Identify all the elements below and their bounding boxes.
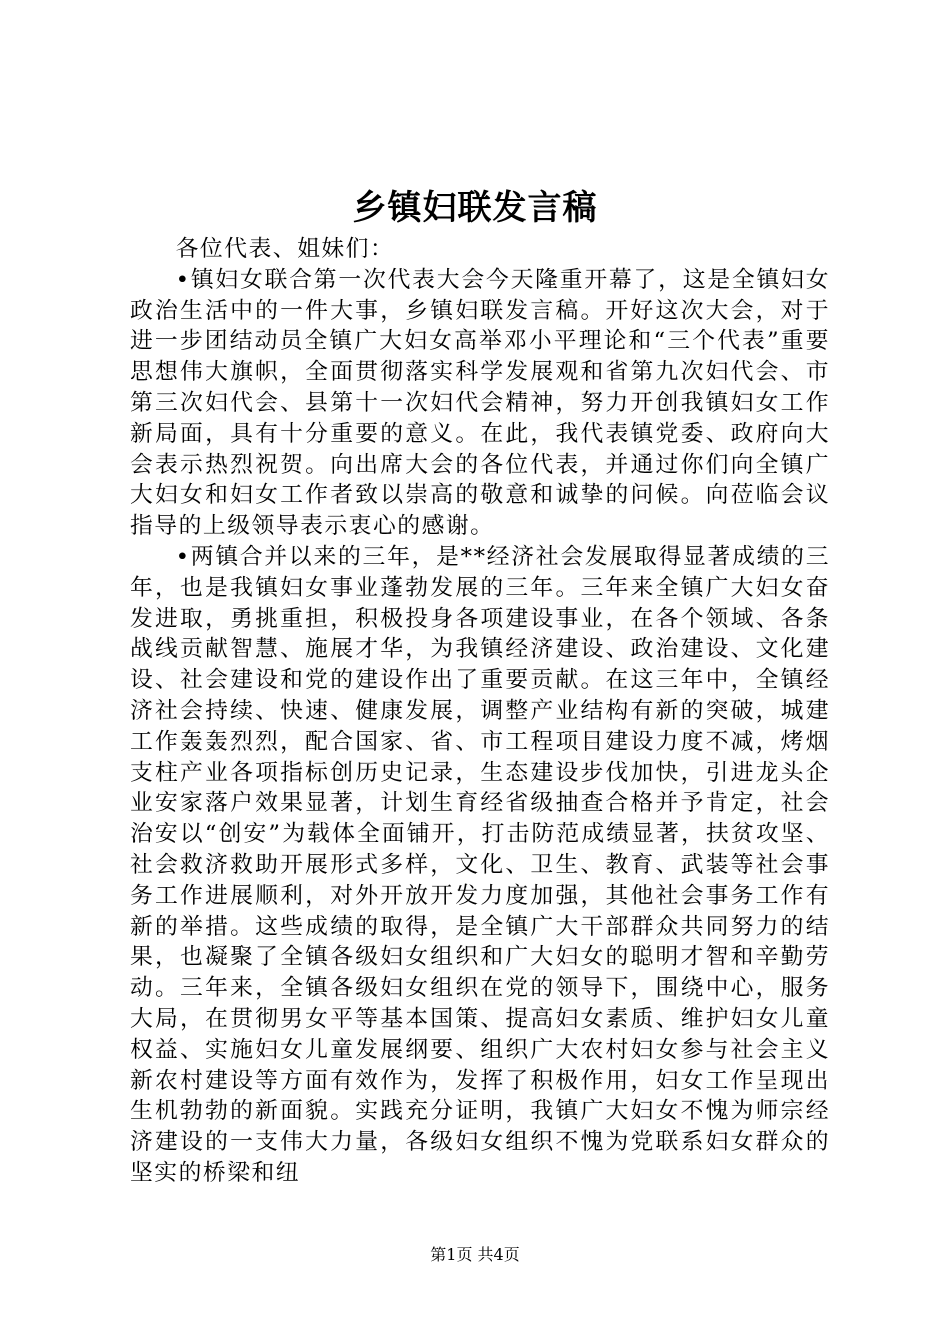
document-body <box>130 234 830 1189</box>
paragraph-2: •两镇合并以来的三年，是**经济社会发展取得显著成绩的三年，也是我镇妇女事业蓬勃发展的三年。三年来全镇广大妇女奋发进取，勇挑重担，积极投身各项建设事业，在各个领域、各条战线贡献智慧、施展才华，为我镇经济建设、政治建设、文化建设、社会建设和党的建设作出了重要贡献。在这三年中，全镇经济社会持续、快速、健康发展，调整产业结构有新的突破，城建工作轰轰烈烈，配合国家、省、市工程项目建设力度不减，烤烟支柱产业各项指标创历史记录，生态建设步伐加快，引进龙头企业安家落户效果显著，计划生育经省级抽查合格并予肯定，社会治安以“创安”为载体全面铺开，打击防范成绩显著，扶贫攻坚、社会救济救助开展形式多样，文化、卫生、教育、武装等社会事务工作进展顺利，对外开放开发力度加强，其他社会事务工作有新的举措。这些成绩的取得，是全镇广大干部群众共同努力的结果，也凝聚了全镇各级妇女组织和广大妇女的聪明才智和辛勤劳动。三年来，全镇各级妇女组织在党的领导下，围绕中心，服务大局，在贯彻男女平等基本国策、提高妇女素质、维护妇女儿童权益、实施妇女儿童发展纲要、组织广大农村妇女参与社会主义新农村建设等方面有效作为，发挥了积极作用，妇女工作呈现出生机勃勃的新面貌。实践充分证明，我镇广大妇女不愧为师宗经济建设的一支伟大力量，各级妇女组织不愧为党联系妇女群众的坚实的桥梁和纽 <box>130 543 830 1186</box>
page-number-footer: 第1页 共4页 <box>430 1245 520 1264</box>
document-title: 乡镇妇联发言稿 <box>352 188 598 228</box>
salutation: 各位代表、姐妹们： <box>175 236 395 262</box>
paragraph-1: •镇妇女联合第一次代表大会今天隆重开幕了，这是全镇妇女政治生活中的一件大事，乡镇妇联发言稿。开好这次大会，对于进一步团结动员全镇广大妇女高举邓小平理论和“三个代表”重要思想伟大旗帜，全面贯彻落实科学发展观和省第九次妇代会、市第三次妇代会、县第十一次妇代会精神，努力开创我镇妇女工作新局面，具有十分重要的意义。在此，我代表镇党委、政府向大会表示热烈祝贺。向出席大会的各位代表，并通过你们向全镇广大妇女和妇女工作者致以崇高的敬意和诚挚的问候。向莅临会议指导的上级领导表示衷心的感谢。 <box>130 266 830 540</box>
